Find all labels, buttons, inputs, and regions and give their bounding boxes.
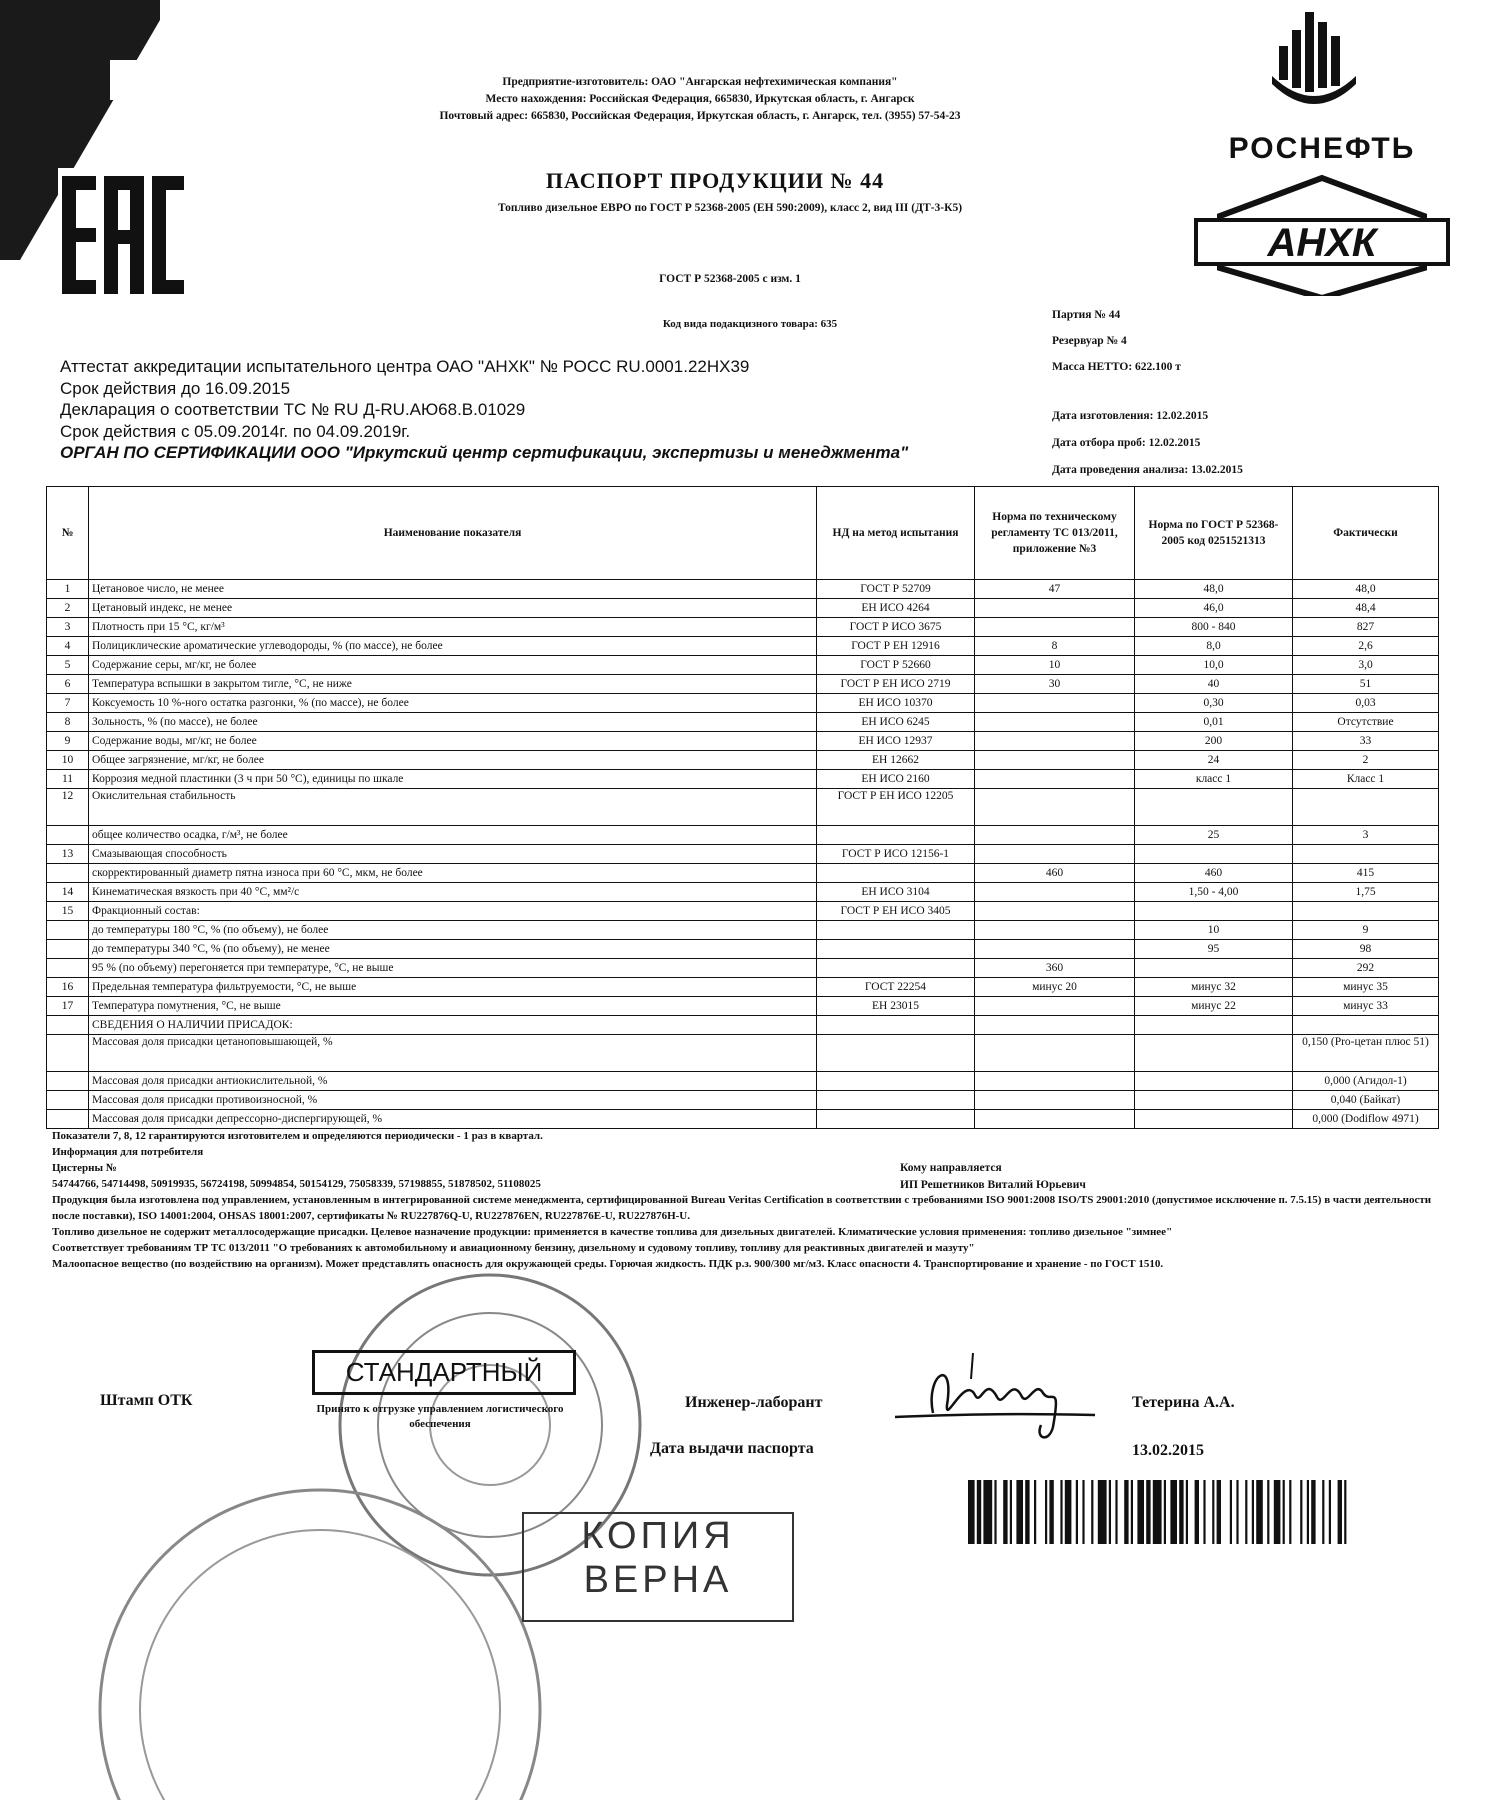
table-row [47,1035,1439,1072]
standard-stamp-subtext: Принято к отгрузке управлением логистического обеспечения [316,1403,564,1430]
eac-logo [58,168,186,303]
barcode-bar [1256,1480,1263,1544]
standard-stamp: СТАНДАРТНЫЙ [312,1350,576,1395]
col-header-actual: Фактически [1293,487,1439,580]
cell-tr: 47 [975,580,1135,599]
cell-name: Смазывающая способность [89,845,817,864]
barcode-bar [1082,1480,1084,1544]
recipient-name: ИП Решетников Виталий Юрьевич [900,1179,1086,1191]
cell-num [47,826,89,845]
barcode-bar [1245,1480,1247,1544]
cell-name: Окислительная стабильность [89,789,817,826]
cell-actual: 48,0 [1293,580,1439,599]
barcode-bar [1267,1480,1269,1544]
cell-tr [975,902,1135,921]
cell-method [817,864,975,883]
table-row [47,1016,1439,1035]
certification-body: ОРГАН ПО СЕРТИФИКАЦИИ ООО "Иркутский центр сертификации, экспертизы и менеджмента" [60,443,909,462]
cell-num: 11 [47,770,89,789]
accreditation-validity: Срок действия до 16.09.2015 [60,378,291,398]
barcode-bar [1003,1480,1007,1544]
cell-actual: 2 [1293,751,1439,770]
barcode [968,1480,1448,1544]
cell-actual: 9 [1293,921,1439,940]
cell-tr [975,732,1135,751]
cell-gost: 95 [1135,940,1293,959]
accreditation-line: Аттестат аккредитации испытательного центра ОАО "АНХК" № РОСС RU.0001.22НХ39 [60,357,750,376]
barcode-bar [1060,1480,1062,1544]
cell-name: Температура помутнения, °С, не выше [89,997,817,1016]
cell-method [817,1110,975,1129]
cell-gost: класс 1 [1135,770,1293,789]
cell-tr [975,770,1135,789]
table-row [47,1072,1439,1091]
cell-gost [1135,1072,1293,1091]
barcode-bar [1010,1480,1012,1544]
table-header-row [47,487,1439,580]
cell-method [817,1035,975,1072]
cell-method: ЕН ИСО 6245 [817,713,975,732]
cell-actual: минус 33 [1293,997,1439,1016]
recipient-block [900,1160,1300,1194]
barcode-bar [1252,1480,1254,1544]
cell-num: 1 [47,580,89,599]
cell-num: 12 [47,789,89,826]
cell-tr: минус 20 [975,978,1135,997]
manufacturer-postal: Почтовый адрес: 665830, Российская Федерация, Иркутская область, г. Ангарск, тел. (3955) 57-54-23 [439,110,961,122]
batch-info [1052,302,1362,380]
barcode-bar [1203,1480,1205,1544]
cell-method [817,1016,975,1035]
cell-tr [975,921,1135,940]
cell-num [47,1091,89,1110]
table-row [47,997,1439,1016]
table-row [47,845,1439,864]
barcode-bar [1274,1480,1281,1544]
cell-method: ГОСТ Р ЕН 12916 [817,637,975,656]
col-header-name: Наименование показателя [89,487,817,580]
cell-num: 7 [47,694,89,713]
barcode-bar [1137,1480,1144,1544]
cell-num: 4 [47,637,89,656]
table-row [47,675,1439,694]
cell-num: 10 [47,751,89,770]
barcode-bar [1153,1480,1162,1544]
cell-actual [1293,845,1439,864]
barcode-bar [1230,1480,1232,1544]
cell-method: ЕН ИСО 2160 [817,770,975,789]
recipient-label: Кому направляется [900,1162,1002,1174]
cell-tr [975,1035,1135,1072]
cell-actual: 0,000 (Dodiflow 4971) [1293,1110,1439,1129]
cell-gost: 1,50 - 4,00 [1135,883,1293,902]
dates-info [1052,403,1372,484]
barcode-bar [1016,1480,1023,1544]
cell-name: Содержание серы, мг/кг, не более [89,656,817,675]
cell-actual: 0,040 (Байкат) [1293,1091,1439,1110]
cell-num: 15 [47,902,89,921]
tanks-list: 54744766, 54714498, 50919935, 56724198, 50994854, 50154129, 75058339, 57198855, 51878502, 51108025 [52,1178,541,1190]
barcode-bar [1300,1480,1302,1544]
cell-num: 6 [47,675,89,694]
hazard-note: Малоопасное вещество (по воздействию на организм). Может представлять опасность для окружающей среды. Горючая жидкость. ПДК р.з. 900/300 мг/м3. Класс опасности 4. Транспортирование и хранение - по ГОСТ 1510. [52,1258,1164,1270]
cell-method: ГОСТ Р 52709 [817,580,975,599]
barcode-bar [1311,1480,1315,1544]
cell-num: 14 [47,883,89,902]
barcode-bar [1307,1480,1309,1544]
table-row [47,978,1439,997]
cell-name: Полициклические ароматические углеводороды, % (по массе), не более [89,637,817,656]
cell-name: общее количество осадка, г/м³, не более [89,826,817,845]
cell-method [817,921,975,940]
cell-tr [975,1016,1135,1035]
cell-tr: 10 [975,656,1135,675]
cell-actual [1293,1016,1439,1035]
barcode-bar [1195,1480,1199,1544]
barcode-bar [1124,1480,1128,1544]
cell-gost [1135,789,1293,826]
cell-gost: 25 [1135,826,1293,845]
cell-num: 17 [47,997,89,1016]
col-header-gost: Норма по ГОСТ Р 52368-2005 код 0251521313 [1135,487,1293,580]
cell-actual: 33 [1293,732,1439,751]
barcode-bar [977,1480,981,1544]
cell-gost [1135,902,1293,921]
barcode-bar [983,1480,992,1544]
issue-date: 13.02.2015 [1132,1442,1204,1459]
cell-gost [1135,845,1293,864]
barcode-bar [1065,1480,1072,1544]
table-row [47,902,1439,921]
large-seal-stamp [90,1450,550,1800]
cell-gost: 0,30 [1135,694,1293,713]
table-row [47,694,1439,713]
barcode-bar [1098,1480,1107,1544]
spec-table [46,486,1439,1129]
cell-actual: 827 [1293,618,1439,637]
barcode-bar [994,1480,996,1544]
cell-gost: 460 [1135,864,1293,883]
cell-actual: 48,4 [1293,599,1439,618]
table-row [47,1091,1439,1110]
no-metal-note: Топливо дизельное не содержит металлосодержащие присадки. Целевое назначение продукции: применяется в качестве топлива для дизельных двигателей. Климатические условия применения: топливо дизельное "зимнее" [52,1226,1173,1238]
cell-tr [975,713,1135,732]
cell-method: ЕН ИСО 4264 [817,599,975,618]
cell-name: Массовая доля присадки цетаноповышающей, % [89,1035,817,1072]
barcode-bar [968,1480,975,1544]
barcode-bar [1109,1480,1111,1544]
excise-code: Код вида подакцизного товара: 635 [662,318,838,330]
table-row [47,940,1439,959]
table-row [47,732,1439,751]
gost-reference: ГОСТ Р 52368-2005 с изм. 1 [659,273,801,285]
cell-actual: минус 35 [1293,978,1439,997]
engineer-name: Тетерина А.А. [1132,1394,1235,1411]
cell-name: Массовая доля присадки антиокислительной, % [89,1072,817,1091]
barcode-bar [1338,1480,1342,1544]
barcode-bar [1212,1480,1214,1544]
declaration-validity: Срок действия с 05.09.2014г. по 04.09.2019г. [60,421,411,441]
table-row [47,883,1439,902]
table-row [47,864,1439,883]
cell-method [817,826,975,845]
cell-tr: 360 [975,959,1135,978]
col-header-tr: Норма по техническому регламенту ТС 013/2011, приложение №3 [975,487,1135,580]
engineer-label: Инженер-лаборант [685,1394,823,1411]
barcode-bar [1217,1480,1221,1544]
cell-actual: 415 [1293,864,1439,883]
barcode-bar [1179,1480,1183,1544]
barcode-bar [1344,1480,1346,1544]
cell-gost: 800 - 840 [1135,618,1293,637]
cell-name: Массовая доля присадки депрессорно-диспергирующей, % [89,1110,817,1129]
cell-name: Предельная температура фильтруемости, °С, не выше [89,978,817,997]
cell-gost: 46,0 [1135,599,1293,618]
cell-method: ГОСТ Р ЕН ИСО 12205 [817,789,975,826]
cell-name: Массовая доля присадки противоизносной, % [89,1091,817,1110]
cell-method: ГОСТ 22254 [817,978,975,997]
cell-gost: минус 22 [1135,997,1293,1016]
table-row [47,637,1439,656]
cell-tr [975,1091,1135,1110]
barcode-bar [1045,1480,1047,1544]
tanks-label: Цистерны № [52,1162,117,1174]
cell-actual: 0,150 (Pro-цетан плюс 51) [1293,1035,1439,1072]
cell-gost: 10,0 [1135,656,1293,675]
barcode-bar [1283,1480,1285,1544]
barcode-bar [1170,1480,1177,1544]
cell-num [47,959,89,978]
cell-num [47,940,89,959]
batch-party: Партия № 44 [1052,309,1121,321]
cell-name: 95 % (по объему) перегоняется при температуре, °С, не выше [89,959,817,978]
table-row [47,580,1439,599]
cell-actual: 98 [1293,940,1439,959]
table-row [47,1110,1439,1129]
cell-name: Зольность, % (по массе), не более [89,713,817,732]
cell-gost [1135,1110,1293,1129]
cell-method [817,959,975,978]
table-row [47,713,1439,732]
cell-name: Кинематическая вязкость при 40 °С, мм²/с [89,883,817,902]
barcode-bar [1115,1480,1117,1544]
cell-method: ЕН ИСО 10370 [817,694,975,713]
cell-gost [1135,1091,1293,1110]
cell-tr: 460 [975,864,1135,883]
cell-method: ГОСТ Р ЕН ИСО 3405 [817,902,975,921]
cell-method: ЕН ИСО 12937 [817,732,975,751]
cell-name: Температура вспышки в закрытом тигле, °С, не ниже [89,675,817,694]
cell-gost: 0,01 [1135,713,1293,732]
cell-num: 13 [47,845,89,864]
barcode-bar [1146,1480,1150,1544]
manufacturer-address: Место нахождения: Российская Федерация, 665830, Иркутская область, г. Ангарск [485,93,915,105]
table-row [47,826,1439,845]
cell-gost: 10 [1135,921,1293,940]
cell-tr [975,1110,1135,1129]
compliance-note: Соответствует требованиям ТР ТС 013/2011 "О требованиях к автомобильному и авиационному бензину, дизельному и судовому топливу, топливу для реактивных двигателей и мазуту" [52,1242,975,1254]
quality-system-note: Продукция была изготовлена под управлением, установленным в интегрированной системе менеджмента, сертифицированной Bureau Veritas Certification в соответствии с требованиями ISO 9001:2008 ISO/TS 29001:2010 (допустимое исключение п. 7.5.15) в части деятельности после поставки), ISO 14001:2004, OHSAS 18001:2007, сертификаты № RU227876Q-U, RU227876EN, RU227876E-U, RU227876H-U. [52,1194,1432,1222]
cell-name: Коксуемость 10 %-ного остатка разгонки, % (по массе), не более [89,694,817,713]
cell-method: ГОСТ Р ИСО 3675 [817,618,975,637]
batch-net-mass: Масса НЕТТО: 622.100 т [1052,361,1181,373]
manufacturer-line: Предприятие-изготовитель: ОАО "Ангарская нефтехимическая компания" [502,76,898,88]
batch-reservoir: Резервуар № 4 [1052,335,1127,347]
cell-num [47,1035,89,1072]
cell-method [817,1072,975,1091]
cell-actual: 1,75 [1293,883,1439,902]
cell-tr: 30 [975,675,1135,694]
barcode-bar [1164,1480,1166,1544]
cell-name: Цетановый индекс, не менее [89,599,817,618]
declaration-line: Декларация о соответствии ТС № RU Д-RU.АЮ68.В.01029 [60,400,526,419]
cell-actual: 0,03 [1293,694,1439,713]
cell-num [47,1072,89,1091]
table-row [47,921,1439,940]
table-row [47,789,1439,826]
signature [885,1335,1105,1445]
anhk-wordmark: АНХК [1267,221,1377,265]
cell-name: Цетановое число, не менее [89,580,817,599]
barcode-bar [1322,1480,1324,1544]
cell-tr: 8 [975,637,1135,656]
barcode-bar [1131,1480,1133,1544]
cell-tr [975,997,1135,1016]
cell-name: Коррозия медной пластинки (3 ч при 50 °С), единицы по шкале [89,770,817,789]
cell-tr [975,694,1135,713]
cell-method: ЕН ИСО 3104 [817,883,975,902]
cell-method: ГОСТ Р ЕН ИСО 2719 [817,675,975,694]
cell-name: Общее загрязнение, мг/кг, не более [89,751,817,770]
cell-name: Содержание воды, мг/кг, не более [89,732,817,751]
cell-actual: 3,0 [1293,656,1439,675]
cell-num [47,864,89,883]
product-description: Топливо дизельное ЕВРО по ГОСТ Р 52368-2005 (ЕН 590:2009), класс 2, вид III (ДТ-3-К5) [497,202,963,214]
col-header-num: № [47,487,89,580]
manufacturer-info [330,74,1070,125]
cell-num: 9 [47,732,89,751]
cell-num [47,921,89,940]
cell-name: до температуры 340 °С, % (по объему), не менее [89,940,817,959]
notes-block [52,1128,1442,1272]
analysis-date: Дата проведения анализа: 13.02.2015 [1052,464,1243,476]
cell-actual [1293,902,1439,921]
barcode-bar [1329,1480,1331,1544]
cell-actual [1293,789,1439,826]
cell-method [817,940,975,959]
table-row [47,959,1439,978]
cell-method: ЕН 23015 [817,997,975,1016]
cell-method: ГОСТ Р ИСО 12156-1 [817,845,975,864]
cell-tr [975,618,1135,637]
cell-tr [975,826,1135,845]
barcode-bar [1076,1480,1078,1544]
cell-actual: Отсутствие [1293,713,1439,732]
cell-num: 5 [47,656,89,675]
manufacture-date: Дата изготовления: 12.02.2015 [1052,410,1209,422]
cell-tr [975,789,1135,826]
cell-gost: 48,0 [1135,580,1293,599]
periodic-note: Показатели 7, 8, 12 гарантируются изготовителем и определяются периодически - 1 раз в квартал. [52,1130,543,1142]
table-row [47,770,1439,789]
cell-gost [1135,959,1293,978]
cell-gost: 8,0 [1135,637,1293,656]
cell-actual: 0,000 (Агидол-1) [1293,1072,1439,1091]
cell-actual: Класс 1 [1293,770,1439,789]
sampling-date: Дата отбора проб: 12.02.2015 [1052,437,1201,449]
cell-tr [975,599,1135,618]
cell-tr [975,940,1135,959]
cell-num: 3 [47,618,89,637]
cell-method: ЕН 12662 [817,751,975,770]
table-row [47,656,1439,675]
cell-name: до температуры 180 °С, % (по объему), не более [89,921,817,940]
cell-method: ГОСТ Р 52660 [817,656,975,675]
cell-gost: 40 [1135,675,1293,694]
cell-num [47,1110,89,1129]
barcode-bar [1025,1480,1029,1544]
cell-method [817,1091,975,1110]
cell-gost: 24 [1135,751,1293,770]
cell-gost [1135,1016,1293,1035]
rosneft-anhk-logo [1192,6,1452,296]
barcode-bar [1289,1480,1291,1544]
cell-tr [975,883,1135,902]
spec-table-body [47,580,1439,1129]
cell-num [47,1016,89,1035]
col-header-method: НД на метод испытания [817,487,975,580]
cell-tr [975,1072,1135,1091]
cell-tr [975,751,1135,770]
otk-stamp-label: Штамп ОТК [100,1392,193,1409]
cell-name: Фракционный состав: [89,902,817,921]
cell-num: 2 [47,599,89,618]
table-row [47,618,1439,637]
cell-actual: 51 [1293,675,1439,694]
cell-actual: 3 [1293,826,1439,845]
barcode-bar [1091,1480,1093,1544]
barcode-bar [1034,1480,1036,1544]
cell-gost [1135,1035,1293,1072]
cell-name: скорректированный диаметр пятна износа при 60 °С, мкм, не более [89,864,817,883]
copy-certified-stamp [522,1512,794,1622]
cell-actual: 2,6 [1293,637,1439,656]
cell-name: СВЕДЕНИЯ О НАЛИЧИИ ПРИСАДОК: [89,1016,817,1035]
accreditation-block [60,356,1010,464]
passport-title: ПАСПОРТ ПРОДУКЦИИ № 44 [545,168,885,193]
cell-name: Плотность при 15 °С, кг/м³ [89,618,817,637]
copy-stamp-line1: КОПИЯ [581,1515,735,1557]
issue-date-label: Дата выдачи паспорта [650,1440,814,1457]
table-row [47,751,1439,770]
cell-gost: минус 32 [1135,978,1293,997]
barcode-bar [1236,1480,1238,1544]
barcode-bar [1186,1480,1188,1544]
cell-num: 16 [47,978,89,997]
barcode-bar [1049,1480,1053,1544]
consumer-info: Информация для потребителя [52,1146,204,1158]
cell-tr [975,845,1135,864]
table-row [47,599,1439,618]
cell-actual: 292 [1293,959,1439,978]
cell-gost: 200 [1135,732,1293,751]
rosneft-wordmark: РОСНЕФТЬ [1228,132,1416,165]
cell-num: 8 [47,713,89,732]
copy-stamp-line2: ВЕРНА [583,1559,733,1601]
